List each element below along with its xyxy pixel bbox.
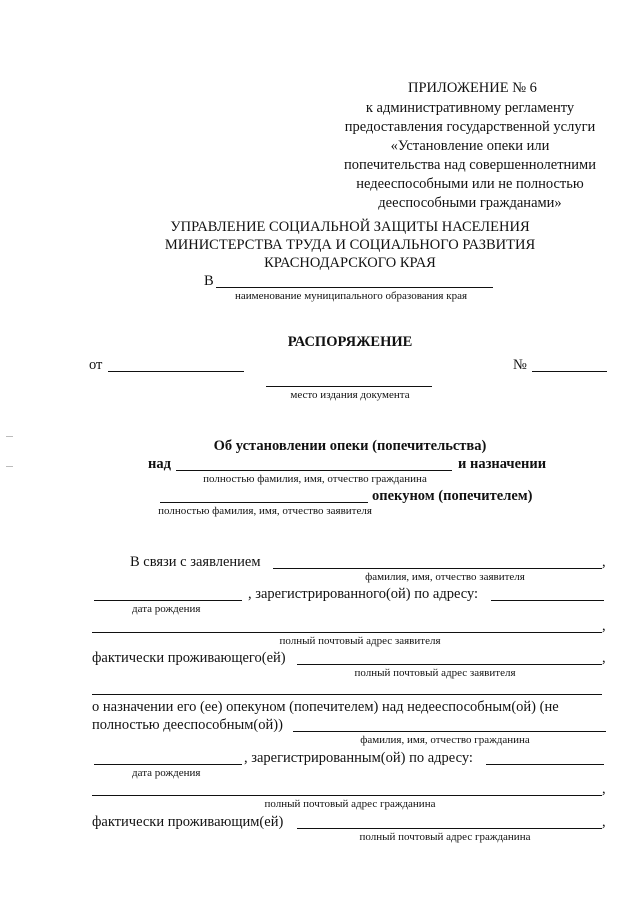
applicant-address-blank-2 xyxy=(92,694,602,695)
appendix-line: к административному регламенту xyxy=(365,100,575,116)
in-connection-label: В связи с заявлением xyxy=(130,554,261,570)
place-hint: место издания документа xyxy=(290,389,410,401)
authority-line: МИНИСТЕРСТВА ТРУДА И СОЦИАЛЬНОГО РАЗВИТИЯ xyxy=(164,237,536,253)
applicant-registration-blank xyxy=(491,600,604,601)
comma: , xyxy=(602,650,606,666)
order-title: РАСПОРЯЖЕНИЕ xyxy=(287,334,413,350)
appendix-line: недееспособными или не полностью xyxy=(356,176,584,192)
actual-living-label-2: фактически проживающим(ей) xyxy=(92,814,284,830)
applicant-birth-date-hint: дата рождения xyxy=(132,603,201,615)
comma: , xyxy=(602,781,606,797)
applicant-address-blank xyxy=(92,632,602,633)
date-blank xyxy=(108,371,244,372)
citizen-name-hint: полностью фамилия, имя, отчество гражданина xyxy=(203,473,427,485)
guardian-name-blank xyxy=(160,502,368,503)
over-label: над xyxy=(148,456,171,472)
appendix-line: «Установление опеки или xyxy=(390,138,550,154)
guardian-label: опекуном (попечителем) xyxy=(372,488,533,504)
citizen-actual-address-blank xyxy=(297,828,602,829)
applicant-name-blank xyxy=(273,568,602,569)
citizen-name-hint-body: фамилия, имя, отчество гражданина xyxy=(360,734,530,746)
authority-line: КРАСНОДАРСКОГО КРАЯ xyxy=(264,255,436,271)
number-blank xyxy=(532,371,607,372)
comma: , xyxy=(602,814,606,830)
appendix-line: попечительства над совершеннолетними xyxy=(344,157,596,173)
municipality-blank xyxy=(216,287,493,288)
comma: , xyxy=(602,554,606,570)
citizen-address-hint: полный почтовый адрес гражданина xyxy=(264,798,436,810)
in-prefix: В xyxy=(204,273,214,289)
actual-living-label: фактически проживающего(ей) xyxy=(92,650,286,666)
applicant-address-hint: полный почтовый адрес заявителя xyxy=(279,635,441,647)
registered-label: , зарегистрированного(ой) по адресу: xyxy=(248,586,479,602)
citizen-address-hint-2: полный почтовый адрес гражданина xyxy=(359,831,531,843)
citizen-name-blank-body xyxy=(293,731,606,732)
applicant-name-hint-body: фамилия, имя, отчество заявителя xyxy=(365,571,525,583)
citizen-name-blank xyxy=(176,470,452,471)
applicant-actual-address-blank xyxy=(297,664,602,665)
appointment-line: о назначении его (ее) опекуном (попечителем) над недееспособным(ой) (не xyxy=(92,699,559,715)
authority-line: УПРАВЛЕНИЕ СОЦИАЛЬНОЙ ЗАЩИТЫ НАСЕЛЕНИЯ xyxy=(170,219,530,235)
citizen-registration-blank xyxy=(486,764,604,765)
place-blank xyxy=(266,386,432,387)
appendix-title: ПРИЛОЖЕНИЕ № 6 xyxy=(408,80,537,96)
municipality-hint: наименование муниципального образования края xyxy=(234,290,468,302)
appointment-label: и назначении xyxy=(458,456,547,472)
margin-mark xyxy=(6,466,13,467)
citizen-birth-date-hint: дата рождения xyxy=(132,767,201,779)
appendix-line: дееспособными гражданами» xyxy=(378,195,562,211)
subject-title: Об установлении опеки (попечительства) xyxy=(213,438,487,454)
citizen-birth-date-blank xyxy=(94,764,242,765)
applicant-name-hint: полностью фамилия, имя, отчество заявителя xyxy=(158,505,372,517)
appendix-line: предоставления государственной услуги xyxy=(344,119,596,135)
comma: , xyxy=(602,618,606,634)
number-label: № xyxy=(513,357,527,373)
margin-mark xyxy=(6,436,13,437)
applicant-address-hint-2: полный почтовый адрес заявителя xyxy=(354,667,516,679)
citizen-address-blank xyxy=(92,795,602,796)
appointment-line: полностью дееспособным(ой)) xyxy=(92,717,283,733)
applicant-birth-date-blank xyxy=(94,600,242,601)
from-label: от xyxy=(89,357,103,373)
registered-label-2: , зарегистрированным(ой) по адресу: xyxy=(244,750,473,766)
